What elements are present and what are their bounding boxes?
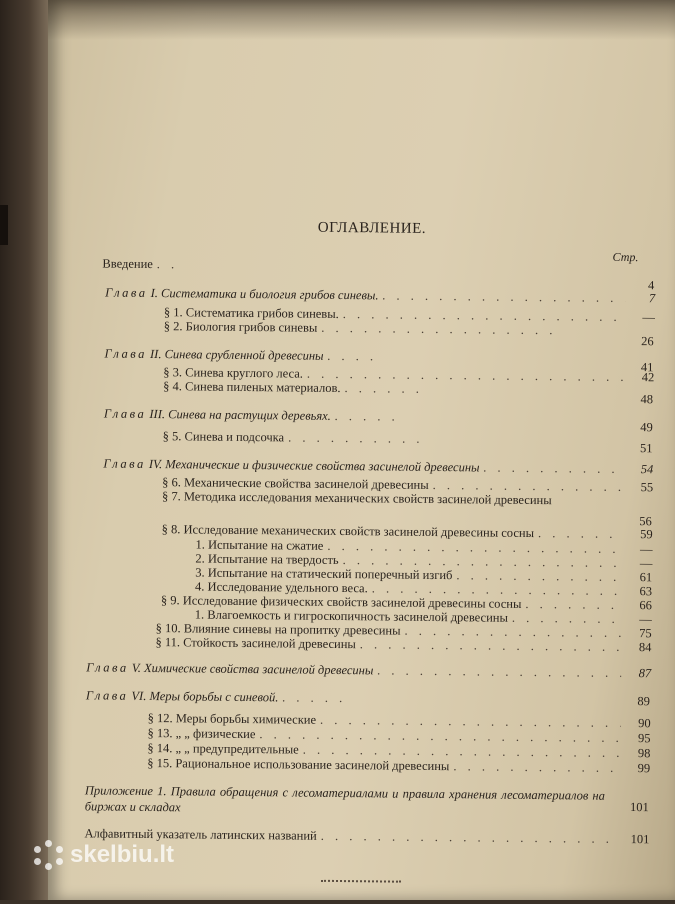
toc-page: — [642, 310, 656, 325]
toc-page: — [639, 542, 653, 557]
toc-chapter-6: Глава VI. Меры борьбы с синевой. . . . [86, 687, 356, 706]
decorative-rule [321, 880, 401, 883]
page-column-header: Стр. [612, 249, 639, 265]
toc-chapter-2: Глава II. Синева срубленной древесины . . . [104, 346, 384, 365]
toc-page: — [639, 556, 653, 571]
toc-chapter-4: Глава IV. Механические и физические свойства засинелой древесины . . . 54 [103, 456, 653, 478]
toc-page: 51 [639, 441, 653, 456]
toc-page: 75 [639, 626, 652, 641]
toc-section-15: § 15. Рациональное использование засинелой древесины . . . 99 [147, 755, 650, 776]
toc-page: 63 [639, 584, 653, 599]
toc-page: 99 [637, 761, 651, 776]
toc-section-2: § 2. Биология грибов синевы . . . [164, 318, 564, 338]
toc-item-4: 4. Исследование удельного веса. . . . 63 [195, 578, 652, 599]
toc-chapter-3: Глава III. Синева на растущих деревьях. . . . [104, 406, 404, 425]
watermark: skelbiu.lt [34, 840, 174, 870]
toc-page: 49 [640, 420, 653, 435]
toc-page: 98 [637, 746, 651, 761]
toc-entry-intro: Введение . . . [102, 256, 182, 273]
toc-page: 101 [630, 832, 650, 847]
toc-item-5: 1. Влагоемкость и гигроскопичность засинелой древесины . . . — [195, 606, 652, 627]
toc-page: 87 [638, 666, 652, 681]
toc-chapter-5: Глава V. Химические свойства засинелой древесины . . . 87 [86, 659, 651, 681]
toc-page: 95 [637, 731, 651, 746]
toc-page: 59 [640, 527, 653, 542]
toc-section-3: § 3. Синева круглого леса. . . . 42 [163, 364, 654, 385]
toc-page: 26 [641, 334, 654, 349]
toc-item-3: 3. Испытание на статический поперечный изгиб . . . 61 [195, 564, 652, 585]
toc-page: 42 [641, 370, 655, 385]
toc-page: 101 [629, 800, 649, 815]
toc-page: — [639, 612, 652, 627]
toc-section-8: § 8. Исследование механических свойств засинелой древесины сосны . . . 59 [162, 521, 653, 542]
toc-section-11: § 11. Стойкость засинелой древесины . . . 84 [155, 634, 651, 655]
toc-page: 84 [638, 640, 652, 655]
toc-section-4: § 4. Синева пиленых материалов. . . . [163, 378, 433, 397]
page-title: ОГЛАВЛЕНИЕ. [317, 219, 427, 237]
toc-section-12: § 12. Меры борьбы химические . . . 90 [148, 710, 651, 731]
toc-section-6: § 6. Механические свойства засинелой древесины . . . 55 [162, 474, 653, 495]
toc-section-10: § 10. Влияние синевы на пропитку древесины . . . 75 [156, 620, 652, 641]
toc-section-5: § 5. Синева и подсочка . . . [163, 428, 423, 447]
toc-page: 56 [639, 514, 652, 529]
toc-index: Алфавитный указатель латинских названий . . . 101 [84, 825, 649, 847]
toc-section-14: § 14. „ „ предупредительные . . . 98 [147, 740, 650, 761]
toc-page: 41 [640, 360, 654, 375]
skelbiu-logo-icon [34, 840, 64, 870]
toc-section-13: § 13. „ „ физические . . . 95 [147, 725, 650, 746]
toc-page: 66 [639, 598, 652, 613]
toc-page: 54 [640, 462, 654, 477]
toc-appendix-1: Приложение 1. Правила обращения с лесоматериалами и правила хранения лесоматериалов на биржах и складах [84, 783, 605, 815]
toc-page: 7 [648, 291, 656, 306]
toc-page: 90 [638, 716, 651, 731]
toc-section-7: § 7. Методика исследования механических свойств засинелой древесины [161, 489, 552, 508]
toc-item-1: 1. Испытание на сжатие . . . — [195, 536, 652, 557]
toc-section-1: § 1. Систематика грибов синевы. . . . — [164, 304, 655, 325]
toc-page: 4 [647, 278, 655, 293]
toc-item-2: 2. Испытание на твердость . . . — [195, 550, 652, 571]
toc-page: 55 [640, 480, 654, 495]
toc-section-9: § 9. Исследование физических свойств засинелой древесины сосны . . . 66 [161, 592, 652, 613]
toc-page: 48 [640, 392, 654, 407]
toc-chapter-1: Глава I. Систематика и биология грибов синевы. . . . 7 [105, 285, 655, 307]
toc-page: 61 [639, 570, 653, 585]
toc-page: 89 [637, 694, 650, 709]
